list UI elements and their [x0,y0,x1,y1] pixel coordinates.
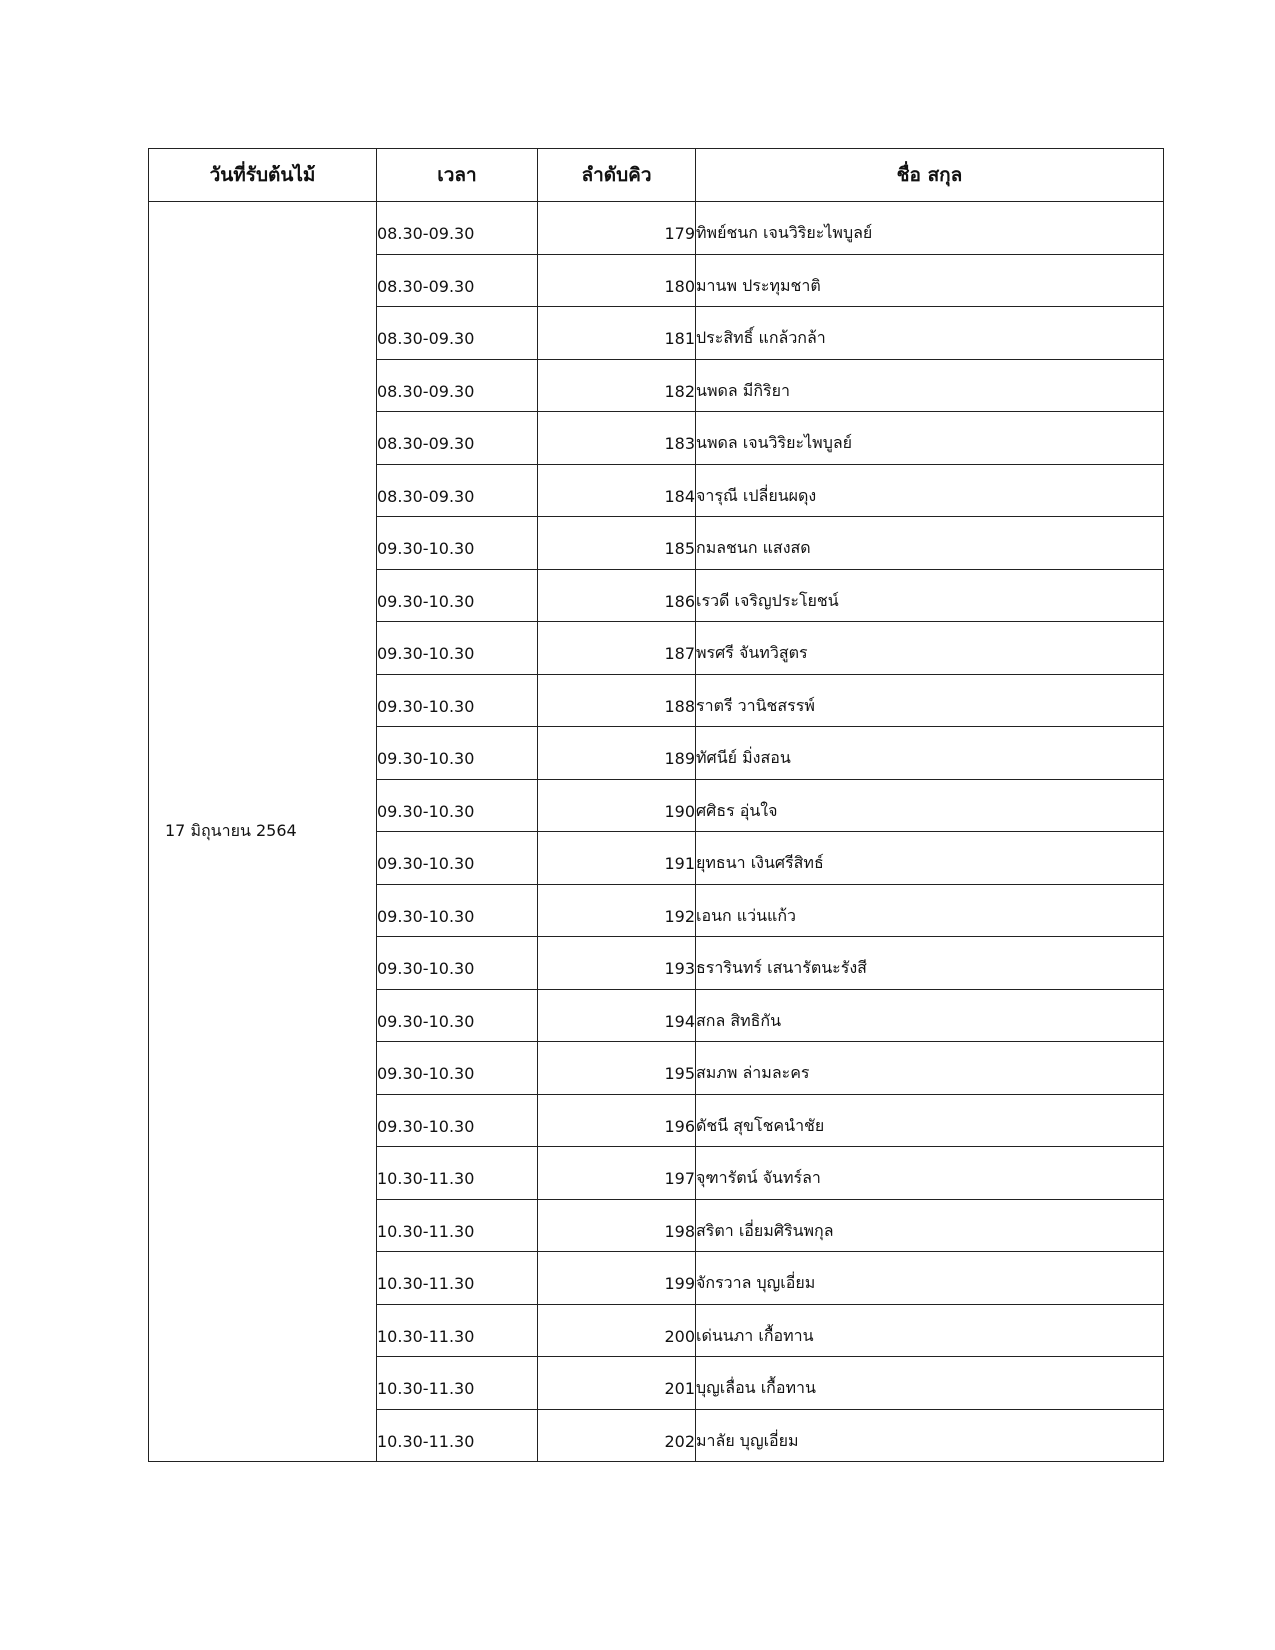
queue-number-cell: 200 [538,1304,696,1357]
time-slot-cell: 09.30-10.30 [377,517,538,570]
time-slot-cell: 08.30-09.30 [377,307,538,360]
queue-number-cell: 189 [538,727,696,780]
full-name-cell: ศศิธร อุ่นใจ [696,779,1164,832]
time-slot-cell: 09.30-10.30 [377,1094,538,1147]
time-slot-cell: 08.30-09.30 [377,202,538,255]
queue-number-cell: 183 [538,412,696,465]
time-slot-cell: 10.30-11.30 [377,1252,538,1305]
queue-number-cell: 191 [538,832,696,885]
full-name-cell: นพดล มีกิริยา [696,359,1164,412]
time-slot-cell: 08.30-09.30 [377,254,538,307]
time-slot-cell: 10.30-11.30 [377,1147,538,1200]
queue-number-cell: 179 [538,202,696,255]
full-name-cell: ทัศนีย์ มิ่งสอน [696,727,1164,780]
full-name-cell: กมลชนก แสงสด [696,517,1164,570]
full-name-cell: ทิพย์ชนก เจนวิริยะไพบูลย์ [696,202,1164,255]
full-name-cell: เด่นนภา เกื้อทาน [696,1304,1164,1357]
header-date: วันที่รับต้นไม้ [149,149,377,202]
header-time: เวลา [377,149,538,202]
time-slot-cell: 09.30-10.30 [377,779,538,832]
full-name-cell: มาลัย บุญเอี่ยม [696,1409,1164,1462]
header-full-name: ชื่อ สกุล [696,149,1164,202]
full-name-cell: นพดล เจนวิริยะไพบูลย์ [696,412,1164,465]
table-header [149,149,1164,202]
time-slot-cell: 08.30-09.30 [377,412,538,465]
time-slot-cell: 09.30-10.30 [377,569,538,622]
full-name-cell: บุญเลื่อน เกื้อทาน [696,1357,1164,1410]
time-slot-cell: 09.30-10.30 [377,989,538,1042]
full-name-cell: ธรารินทร์ เสนารัตนะรังสี [696,937,1164,990]
time-slot-cell: 09.30-10.30 [377,674,538,727]
queue-number-cell: 181 [538,307,696,360]
full-name-cell: สกล สิทธิกัน [696,989,1164,1042]
full-name-cell: จารุณี เปลี่ยนผดุง [696,464,1164,517]
full-name-cell: เรวดี เจริญประโยชน์ [696,569,1164,622]
table-body [149,202,1164,1462]
time-slot-cell: 10.30-11.30 [377,1199,538,1252]
header-queue-number: ลำดับคิว [538,149,696,202]
full-name-cell: สริตา เอี่ยมศิรินพกุล [696,1199,1164,1252]
queue-table [148,148,1164,1462]
queue-number-cell: 201 [538,1357,696,1410]
time-slot-cell: 09.30-10.30 [377,937,538,990]
queue-number-cell: 192 [538,884,696,937]
full-name-cell: เอนก แว่นแก้ว [696,884,1164,937]
queue-number-cell: 185 [538,517,696,570]
time-slot-cell: 10.30-11.30 [377,1357,538,1410]
queue-number-cell: 198 [538,1199,696,1252]
queue-number-cell: 180 [538,254,696,307]
full-name-cell: ดัชนี สุขโชคนำชัย [696,1094,1164,1147]
table-row [149,202,1164,255]
full-name-cell: จักรวาล บุญเอี่ยม [696,1252,1164,1305]
full-name-cell: ราตรี วานิชสรรพ์ [696,674,1164,727]
time-slot-cell: 10.30-11.30 [377,1409,538,1462]
time-slot-cell: 10.30-11.30 [377,1304,538,1357]
full-name-cell: พรศรี จันทวิสูตร [696,622,1164,675]
queue-number-cell: 187 [538,622,696,675]
queue-number-cell: 195 [538,1042,696,1095]
queue-number-cell: 194 [538,989,696,1042]
time-slot-cell: 08.30-09.30 [377,464,538,517]
full-name-cell: มานพ ประทุมชาติ [696,254,1164,307]
full-name-cell: ยุทธนา เงินศรีสิทธ์ [696,832,1164,885]
full-name-cell: ประสิทธิ์ แกล้วกล้า [696,307,1164,360]
time-slot-cell: 09.30-10.30 [377,1042,538,1095]
time-slot-cell: 08.30-09.30 [377,359,538,412]
full-name-cell: จุฑารัตน์ จันทร์ลา [696,1147,1164,1200]
time-slot-cell: 09.30-10.30 [377,622,538,675]
queue-number-cell: 184 [538,464,696,517]
queue-number-cell: 196 [538,1094,696,1147]
queue-number-cell: 193 [538,937,696,990]
queue-number-cell: 197 [538,1147,696,1200]
queue-number-cell: 202 [538,1409,696,1462]
time-slot-cell: 09.30-10.30 [377,884,538,937]
time-slot-cell: 09.30-10.30 [377,727,538,780]
queue-number-cell: 190 [538,779,696,832]
time-slot-cell: 09.30-10.30 [377,832,538,885]
queue-number-cell: 182 [538,359,696,412]
queue-number-cell: 188 [538,674,696,727]
queue-number-cell: 186 [538,569,696,622]
pickup-date-cell: 17 มิถุนายน 2564 [149,202,377,1462]
full-name-cell: สมภพ ล่ามละคร [696,1042,1164,1095]
header-row [149,149,1164,202]
queue-number-cell: 199 [538,1252,696,1305]
